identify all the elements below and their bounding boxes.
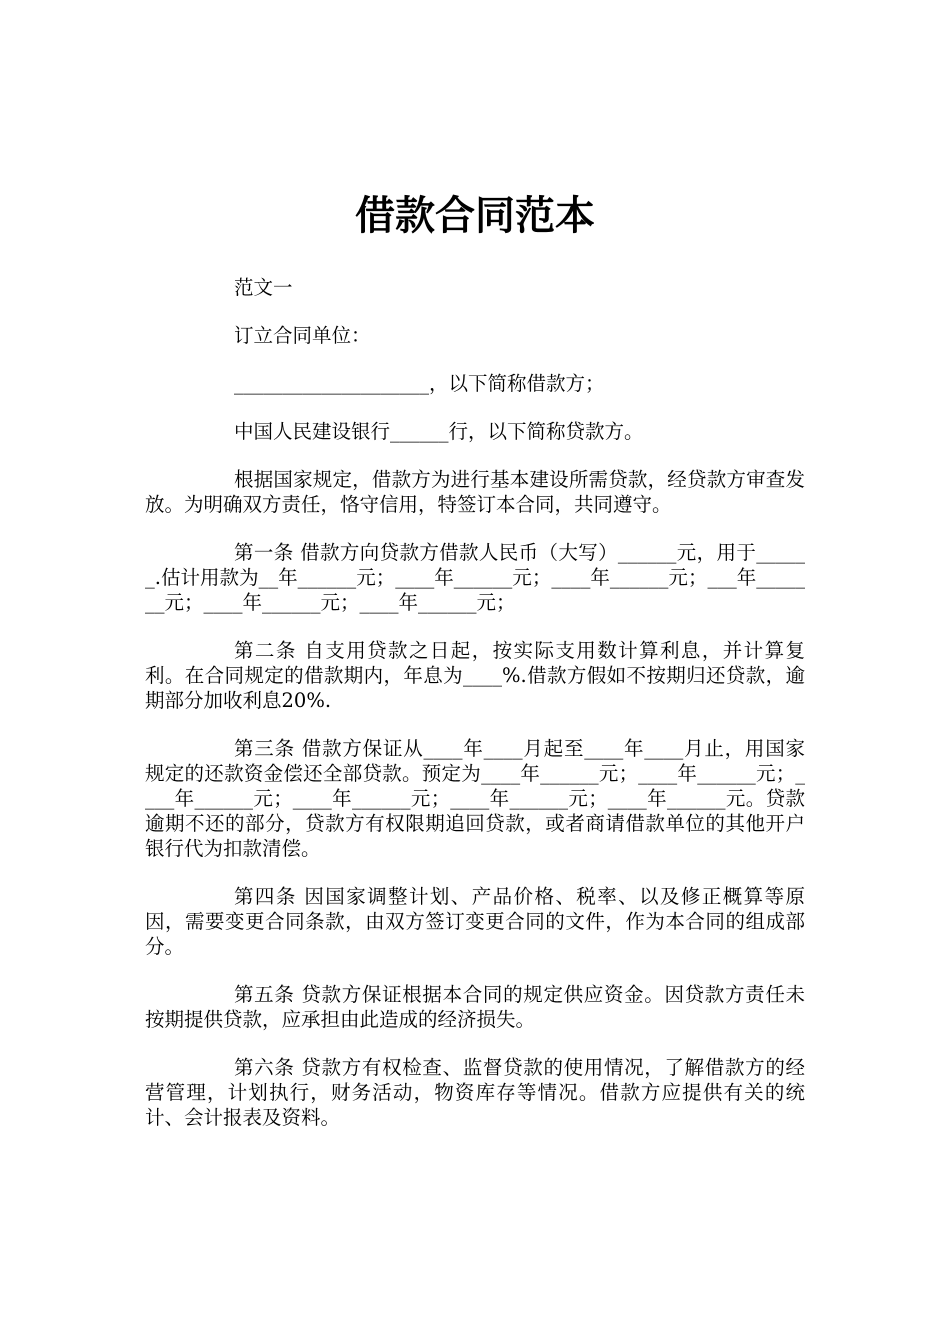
document-body	[145, 275, 805, 1153]
document-title: 借款合同范本	[355, 193, 595, 239]
paragraph-sample-label: 范文一	[234, 276, 293, 299]
paragraph-article-6: 第六条 贷款方有权检查、监督贷款的使用情况，了解借款方的经营管理，计划执行，财务活动，物资库存等情况。借款方应提供有关的统计、会计报表及资料。	[145, 1056, 805, 1129]
paragraph-article-3: 第三条 借款方保证从____年____月起至____年____月止，用国家规定的还款资金偿还全部贷款。预定为____年______元；____年______元；____年______元；____年______元；____年______元；____年______元。贷款逾期不还的部分，贷款方有权限期追回贷款，或者商请借款单位的其他开户银行代为扣款清偿。	[145, 737, 805, 860]
paragraph-contract-parties: 订立合同单位：	[234, 324, 371, 347]
paragraph-article-5: 第五条 贷款方保证根据本合同的规定供应资金。因贷款方责任未按期提供贷款，应承担由此造成的经济损失。	[145, 983, 805, 1031]
paragraph-borrower: ____________________，以下简称借款方；	[234, 372, 605, 395]
paragraph-article-2: 第二条 自支用贷款之日起，按实际支用数计算利息，并计算复利。在合同规定的借款期内，年息为____%.借款方假如不按期归还贷款，逾期部分加收利息20%.	[145, 639, 805, 712]
paragraph-lender: 中国人民建设银行______行，以下简称贷款方。	[234, 420, 644, 443]
paragraph-preamble: 根据国家规定，借款方为进行基本建设所需贷款，经贷款方审查发放。为明确双方责任，恪守信用，特签订本合同，共同遵守。	[145, 468, 805, 516]
paragraph-article-1: 第一条 借款方向贷款方借款人民币（大写）______元，用于______.估计用款为__年______元；____年______元；____年______元；___年_______元；____年______元；____年______元；	[145, 541, 805, 614]
paragraph-article-4: 第四条 因国家调整计划、产品价格、税率、以及修正概算等原因，需要变更合同条款，由双方签订变更合同的文件，作为本合同的组成部分。	[145, 885, 805, 958]
